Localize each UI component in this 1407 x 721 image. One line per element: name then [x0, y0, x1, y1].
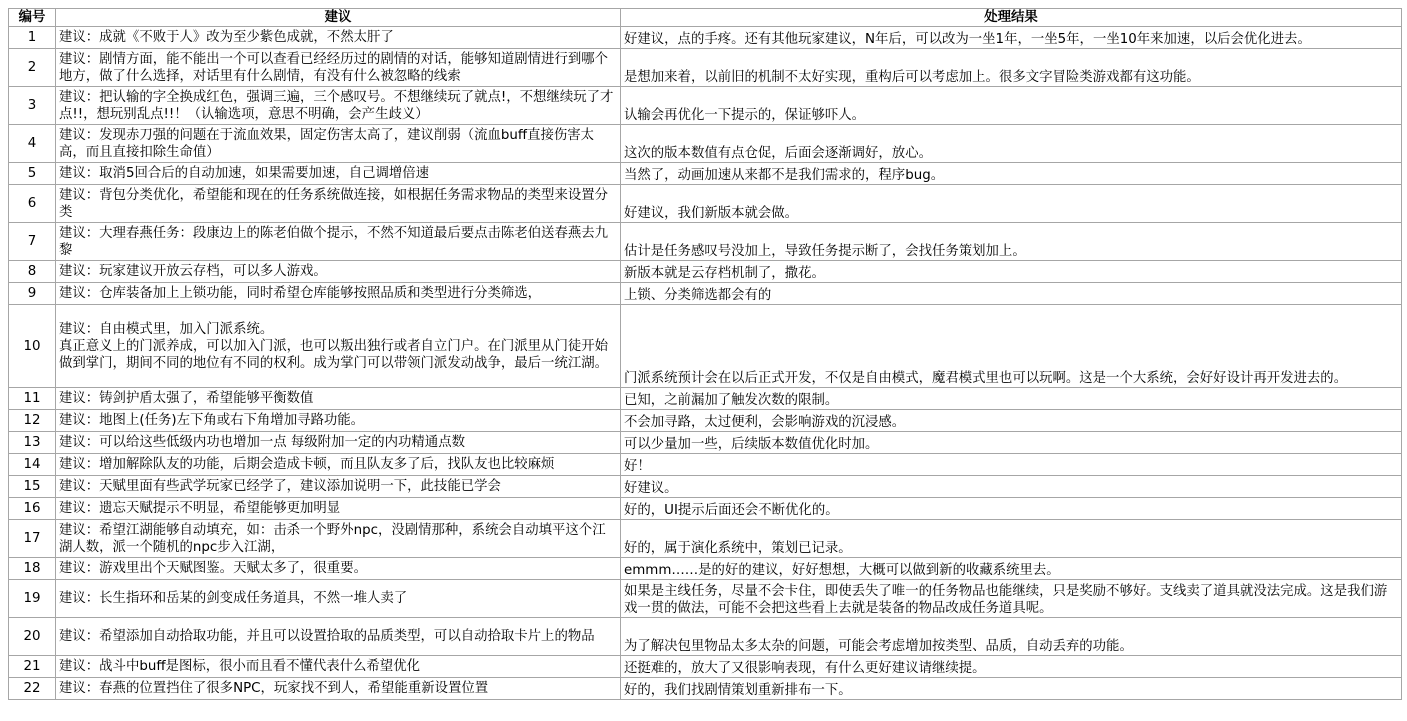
cell-suggestion[interactable]: 建议：可以给这些低级内功也增加一点 每级附加一定的内功精通点数 [56, 432, 621, 454]
table-row [9, 432, 1402, 454]
cell-id[interactable]: 13 [9, 432, 56, 454]
cell-suggestion[interactable]: 建议：希望江湖能够自动填充，如：击杀一个野外npc，没剧情那种，系统会自动填平这个江湖人数，派一个随机的npc步入江湖， [56, 520, 621, 558]
cell-id[interactable]: 21 [9, 656, 56, 678]
cell-result[interactable]: 认输会再优化一下提示的，保证够吓人。 [621, 87, 1402, 125]
cell-result[interactable]: 可以少量加一些，后续版本数值优化时加。 [621, 432, 1402, 454]
table-row [9, 410, 1402, 432]
cell-suggestion[interactable]: 建议：战斗中buff是图标，很小而且看不懂代表什么希望优化 [56, 656, 621, 678]
feedback-table [8, 8, 1402, 700]
table-row [9, 678, 1402, 700]
cell-id[interactable]: 8 [9, 261, 56, 283]
cell-result[interactable]: 好建议。 [621, 476, 1402, 498]
cell-id[interactable]: 1 [9, 27, 56, 49]
table-row [9, 163, 1402, 185]
table-row [9, 261, 1402, 283]
cell-result[interactable]: 门派系统预计会在以后正式开发，不仅是自由模式，魔君模式里也可以玩啊。这是一个大系统，会好好设计再开发进去的。 [621, 305, 1402, 388]
table-row [9, 498, 1402, 520]
cell-result[interactable]: 不会加寻路，太过便利，会影响游戏的沉浸感。 [621, 410, 1402, 432]
table-row [9, 283, 1402, 305]
cell-result[interactable]: 好的，属于演化系统中，策划已记录。 [621, 520, 1402, 558]
cell-result[interactable]: 如果是主线任务，尽量不会卡住，即使丢失了唯一的任务物品也能继续，只是奖励不够好。支线卖了道具就没法完成。这是我们游戏一贯的做法，可能不会把这些看上去就是装备的物品改成任务道具呢。 [621, 580, 1402, 618]
table-row [9, 618, 1402, 656]
cell-suggestion[interactable]: 建议：大理春燕任务：段康边上的陈老伯做个提示，不然不知道最后要点击陈老伯送春燕去九黎 [56, 223, 621, 261]
cell-suggestion[interactable]: 建议：游戏里出个天赋图鉴。天赋太多了，很重要。 [56, 558, 621, 580]
cell-suggestion[interactable]: 建议：天赋里面有些武学玩家已经学了，建议添加说明一下，此技能已学会 [56, 476, 621, 498]
cell-id[interactable]: 2 [9, 49, 56, 87]
cell-suggestion[interactable]: 建议：成就《不败于人》改为至少紫色成就，不然太肝了 [56, 27, 621, 49]
column-header-suggestion[interactable]: 建议 [56, 9, 621, 27]
table-row [9, 27, 1402, 49]
cell-suggestion[interactable]: 建议：剧情方面，能不能出一个可以查看已经经历过的剧情的对话，能够知道剧情进行到哪个地方，做了什么选择，对话里有什么剧情，有没有什么被忽略的线索 [56, 49, 621, 87]
cell-suggestion[interactable]: 建议：铸剑护盾太强了，希望能够平衡数值 [56, 388, 621, 410]
cell-suggestion[interactable]: 建议：取消5回合后的自动加速，如果需要加速，自己调增倍速 [56, 163, 621, 185]
cell-suggestion[interactable]: 建议：长生指环和岳某的剑变成任务道具，不然一堆人卖了 [56, 580, 621, 618]
table-row [9, 185, 1402, 223]
cell-id[interactable]: 22 [9, 678, 56, 700]
table-row [9, 520, 1402, 558]
cell-id[interactable]: 6 [9, 185, 56, 223]
header-row [9, 9, 1402, 27]
cell-result[interactable]: 好的，我们找剧情策划重新排布一下。 [621, 678, 1402, 700]
cell-id[interactable]: 18 [9, 558, 56, 580]
cell-suggestion[interactable]: 建议：希望添加自动拾取功能，并且可以设置拾取的品质类型，可以自动拾取卡片上的物品 [56, 618, 621, 656]
cell-result[interactable]: 好建议，我们新版本就会做。 [621, 185, 1402, 223]
cell-id[interactable]: 14 [9, 454, 56, 476]
table-row [9, 580, 1402, 618]
cell-result[interactable]: 好的，UI提示后面还会不断优化的。 [621, 498, 1402, 520]
cell-result[interactable]: 还挺难的，放大了又很影响表现，有什么更好建议请继续提。 [621, 656, 1402, 678]
table-row [9, 476, 1402, 498]
cell-suggestion[interactable]: 建议：遗忘天赋提示不明显，希望能够更加明显 [56, 498, 621, 520]
cell-id[interactable]: 20 [9, 618, 56, 656]
cell-result[interactable]: 已知，之前漏加了触发次数的限制。 [621, 388, 1402, 410]
cell-result[interactable]: emmm……是的好的建议，好好想想，大概可以做到新的收藏系统里去。 [621, 558, 1402, 580]
table-row [9, 305, 1402, 388]
cell-result[interactable]: 新版本就是云存档机制了，撒花。 [621, 261, 1402, 283]
cell-suggestion[interactable]: 建议：发现赤刀强的问题在于流血效果，固定伤害太高了，建议削弱（流血buff直接伤害太高，而且直接扣除生命值） [56, 125, 621, 163]
cell-suggestion[interactable]: 建议：背包分类优化，希望能和现在的任务系统做连接，如根据任务需求物品的类型来设置分类 [56, 185, 621, 223]
cell-suggestion[interactable]: 建议：玩家建议开放云存档，可以多人游戏。 [56, 261, 621, 283]
cell-suggestion[interactable]: 建议：增加解除队友的功能，后期会造成卡顿，而且队友多了后，找队友也比较麻烦 [56, 454, 621, 476]
cell-result[interactable]: 这次的版本数值有点仓促，后面会逐渐调好，放心。 [621, 125, 1402, 163]
table-row [9, 87, 1402, 125]
table-row [9, 388, 1402, 410]
table-row [9, 454, 1402, 476]
column-header-result[interactable]: 处理结果 [621, 9, 1402, 27]
cell-id[interactable]: 15 [9, 476, 56, 498]
cell-result[interactable]: 是想加来着，以前旧的机制不太好实现，重构后可以考虑加上。很多文字冒险类游戏都有这功能。 [621, 49, 1402, 87]
cell-result[interactable]: 为了解决包里物品太多太杂的问题，可能会考虑增加按类型、品质，自动丢弃的功能。 [621, 618, 1402, 656]
cell-suggestion[interactable]: 建议：把认输的字全换成红色，强调三遍，三个感叹号。不想继续玩了就点!，不想继续玩了才点!!，想玩别乱点!!！（认输选项，意思不明确，会产生歧义） [56, 87, 621, 125]
cell-id[interactable]: 5 [9, 163, 56, 185]
cell-suggestion[interactable]: 建议：地图上(任务)左下角或右下角增加寻路功能。 [56, 410, 621, 432]
cell-suggestion[interactable]: 建议：春燕的位置挡住了很多NPC，玩家找不到人，希望能重新设置位置 [56, 678, 621, 700]
cell-suggestion[interactable]: 建议：自由模式里，加入门派系统。 真正意义上的门派养成，可以加入门派，也可以叛出独行或者自立门户。在门派里从门徒开始做到掌门，期间不同的地位有不同的权利。成为掌门可以带领门派发动战争，最后一统江湖。 [56, 305, 621, 388]
table-row [9, 49, 1402, 87]
cell-id[interactable]: 3 [9, 87, 56, 125]
cell-id[interactable]: 10 [9, 305, 56, 388]
table-row [9, 125, 1402, 163]
table-row [9, 223, 1402, 261]
cell-id[interactable]: 19 [9, 580, 56, 618]
table-row [9, 558, 1402, 580]
cell-id[interactable]: 4 [9, 125, 56, 163]
cell-result[interactable]: 上锁、分类筛选都会有的 [621, 283, 1402, 305]
cell-id[interactable]: 12 [9, 410, 56, 432]
cell-id[interactable]: 16 [9, 498, 56, 520]
cell-result[interactable]: 好建议，点的手疼。还有其他玩家建议，N年后，可以改为一坐1年，一坐5年，一坐10年来加速，以后会优化进去。 [621, 27, 1402, 49]
cell-result[interactable]: 估计是任务感叹号没加上，导致任务提示断了，会找任务策划加上。 [621, 223, 1402, 261]
table-row [9, 656, 1402, 678]
cell-id[interactable]: 17 [9, 520, 56, 558]
cell-id[interactable]: 9 [9, 283, 56, 305]
cell-result[interactable]: 好！ [621, 454, 1402, 476]
cell-result[interactable]: 当然了，动画加速从来都不是我们需求的，程序bug。 [621, 163, 1402, 185]
cell-id[interactable]: 11 [9, 388, 56, 410]
cell-id[interactable]: 7 [9, 223, 56, 261]
cell-suggestion[interactable]: 建议：仓库装备加上上锁功能，同时希望仓库能够按照品质和类型进行分类筛选， [56, 283, 621, 305]
column-header-id[interactable]: 编号 [9, 9, 56, 27]
